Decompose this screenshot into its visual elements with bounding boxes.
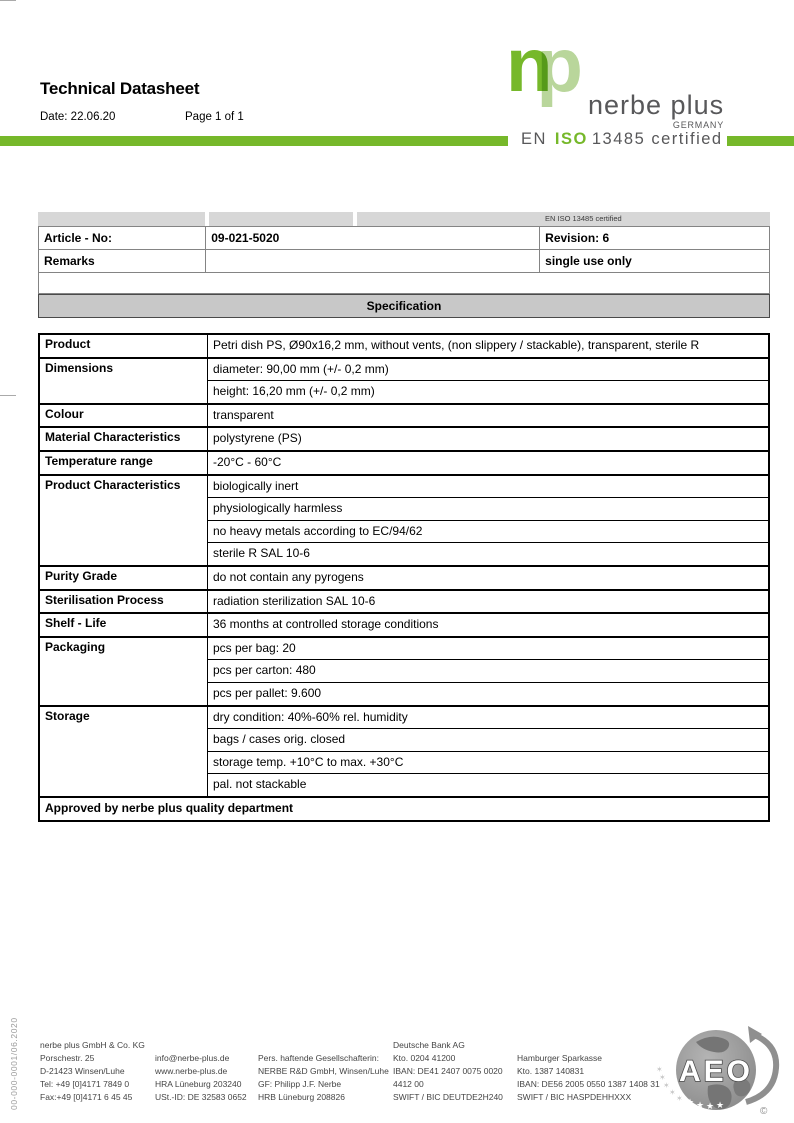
footer-line: www.nerbe-plus.de — [155, 1066, 228, 1076]
band-iso-note: EN ISO 13485 certified — [357, 212, 770, 226]
remarks-right-value: single use only — [540, 250, 770, 273]
spec-label: Colour — [40, 405, 208, 427]
footer-column-bank-2 — [517, 1039, 660, 1104]
spec-label: Shelf - Life — [40, 614, 208, 636]
spec-label: Material Characteristics — [40, 428, 208, 450]
svg-text:✶: ✶ — [676, 1094, 683, 1103]
footer-line — [155, 1039, 247, 1052]
green-bar-right — [727, 136, 794, 146]
footer-line: USt.-ID: DE 32583 0652 — [155, 1092, 247, 1102]
logo-country-label: GERMANY — [672, 120, 724, 130]
spec-label: Sterilisation Process — [40, 591, 208, 613]
svg-text:✶: ✶ — [659, 1073, 666, 1082]
page-title: Technical Datasheet — [40, 79, 200, 98]
info-table-header-band — [38, 212, 770, 226]
cert-en: EN — [521, 130, 547, 148]
spec-value: physiologically harmless — [208, 497, 768, 520]
spec-value: dry condition: 40%-60% rel. humidity — [213, 709, 408, 724]
spec-value: no heavy metals according to EC/94/62 — [208, 520, 768, 543]
svg-text:★: ★ — [696, 1100, 705, 1110]
spec-label: Product — [40, 335, 208, 357]
footer-line: Deutsche Bank AG — [393, 1040, 465, 1050]
footer-line: Hamburger Sparkasse — [517, 1053, 603, 1063]
spec-value: bags / cases orig. closed — [208, 728, 768, 751]
spec-value: storage temp. +10°C to max. +30°C — [208, 751, 768, 774]
spec-value: -20°C - 60°C — [213, 454, 282, 469]
footer-column-bank-1 — [393, 1039, 503, 1104]
aeo-copyright: © — [760, 1106, 768, 1117]
footer-line: Kto. 1387 140831 — [517, 1066, 585, 1076]
svg-text:✶: ✶ — [663, 1081, 670, 1090]
fold-mark-top — [0, 395, 16, 396]
band-segment-1 — [38, 212, 205, 226]
approved-row: Approved by nerbe plus quality department — [40, 796, 768, 820]
footer-line: NERBE R&D GmbH, Winsen/Luhe — [258, 1066, 389, 1076]
spec-value: polystyrene (PS) — [213, 431, 302, 446]
spec-value: pcs per bag: 20 — [213, 640, 296, 655]
spec-value: diameter: 90,00 mm (+/- 0,2 mm) — [213, 361, 389, 376]
svg-text:★: ★ — [686, 1097, 695, 1107]
article-no-label: Article - No: — [39, 227, 206, 250]
cert-iso: ISO — [554, 130, 588, 148]
nerbe-plus-logo-icon — [506, 23, 577, 108]
iso-certified-banner — [521, 130, 723, 149]
spec-value: height: 16,20 mm (+/- 0,2 mm) — [208, 380, 768, 403]
spec-group-dimensions — [40, 357, 768, 403]
footer-line — [517, 1039, 660, 1052]
spec-label: Packaging — [40, 638, 208, 705]
footer-line: HRB Lüneburg 208826 — [258, 1092, 345, 1102]
svg-text:★: ★ — [706, 1101, 715, 1111]
spec-value: pal. not stackable — [208, 773, 768, 796]
spec-value: 36 months at controlled storage conditions — [213, 617, 439, 632]
footer-line: Fax:+49 [0]4171 6 45 45 — [40, 1092, 133, 1102]
aeo-logo-icon — [648, 1020, 788, 1123]
table-row — [39, 250, 770, 273]
footer-line: nerbe plus GmbH & Co. KG — [40, 1040, 145, 1050]
footer-line: Kto. 0204 41200 — [393, 1053, 456, 1063]
table-row — [39, 227, 770, 250]
spec-group-sterilisation — [40, 589, 768, 613]
specification-section-title: Specification — [38, 294, 770, 318]
spec-group-material — [40, 426, 768, 450]
spec-value: radiation sterilization SAL 10-6 — [213, 593, 376, 608]
footer-line: HRA Lüneburg 203240 — [155, 1079, 242, 1089]
spec-group-shelf-life — [40, 612, 768, 636]
article-no-value: 09-021-5020 — [206, 227, 540, 250]
footer-line: IBAN: DE41 2407 0075 0020 — [393, 1066, 503, 1076]
spec-group-storage — [40, 705, 768, 796]
spec-value: pcs per pallet: 9.600 — [208, 682, 768, 705]
spec-group-purity — [40, 565, 768, 589]
footer-line: 4412 00 — [393, 1079, 424, 1089]
footer-line: SWIFT / BIC HASPDEHHXXX — [517, 1092, 632, 1102]
fold-mark-bottom — [0, 0, 16, 1]
logo-letter-n: n — [506, 23, 547, 108]
footer-line: SWIFT / BIC DEUTDE2H240 — [393, 1092, 503, 1102]
svg-text:✶: ✶ — [656, 1065, 663, 1074]
document-code-vertical: 00-000-0001/06.2020 — [9, 1017, 19, 1110]
remarks-label: Remarks — [39, 250, 206, 273]
spec-label: Product Characteristics — [40, 476, 208, 565]
spec-group-product — [40, 335, 768, 357]
specification-table — [38, 333, 770, 822]
spec-group-product-characteristics — [40, 474, 768, 565]
footer-line: info@nerbe-plus.de — [155, 1053, 230, 1063]
spec-label: Dimensions — [40, 359, 208, 403]
footer-line: D-21423 Winsen/Luhe — [40, 1066, 125, 1076]
spec-label: Purity Grade — [40, 567, 208, 589]
footer-line: Tel: +49 [0]4171 7849 0 — [40, 1079, 130, 1089]
info-table — [38, 226, 770, 273]
spec-value: pcs per carton: 480 — [208, 659, 768, 682]
spec-group-packaging — [40, 636, 768, 705]
svg-text:✶: ✶ — [669, 1088, 676, 1097]
footer-line: Porschestr. 25 — [40, 1053, 95, 1063]
aeo-label: AEO — [678, 1055, 754, 1088]
revision-value: Revision: 6 — [540, 227, 770, 250]
spec-value: transparent — [213, 407, 274, 422]
footer-column-company — [258, 1039, 389, 1104]
logo-letter-p: p — [536, 23, 577, 108]
remarks-value — [206, 250, 540, 273]
page-number-label: Page 1 of 1 — [185, 111, 244, 123]
green-bar-left — [0, 136, 508, 146]
footer-column-address — [40, 1039, 145, 1104]
spec-group-colour — [40, 403, 768, 427]
empty-spacer-row — [38, 271, 770, 294]
footer-column-contact — [155, 1039, 247, 1104]
footer-line — [258, 1039, 389, 1052]
spec-value: sterile R SAL 10-6 — [208, 542, 768, 565]
spec-group-temperature — [40, 450, 768, 474]
logo-wordmark: nerbe plus — [588, 90, 725, 120]
svg-text:★: ★ — [716, 1100, 725, 1110]
band-segment-2 — [209, 212, 353, 226]
footer-line: Pers. haftende Gesellschafterin: — [258, 1053, 379, 1063]
footer-line: GF: Philipp J.F. Nerbe — [258, 1079, 342, 1089]
spec-value: Petri dish PS, Ø90x16,2 mm, without vents, (non slippery / stackable), transparent, sterile R — [213, 338, 700, 352]
spec-value: biologically inert — [213, 478, 299, 493]
footer-line: IBAN: DE56 2005 0550 1387 1408 31 — [517, 1079, 660, 1089]
cert-rest: 13485 certified — [591, 130, 723, 148]
spec-label: Temperature range — [40, 452, 208, 474]
spec-value: do not contain any pyrogens — [213, 569, 364, 584]
date-label: Date: 22.06.20 — [40, 111, 116, 123]
spec-label: Storage — [40, 707, 208, 796]
